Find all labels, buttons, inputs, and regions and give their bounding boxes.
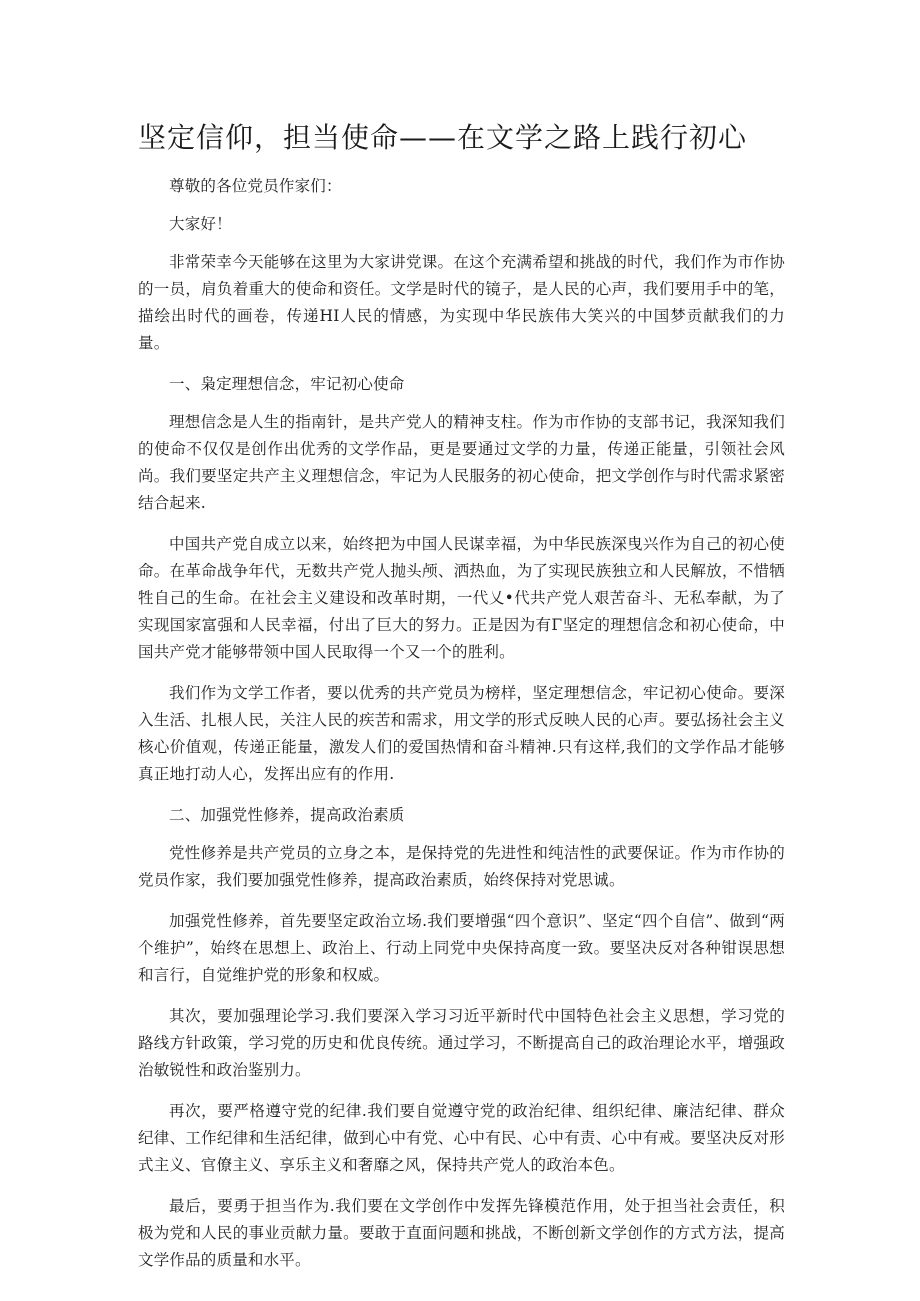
section-heading-2: 二、加强党性修养，提高政治素质: [169, 806, 405, 824]
intro-paragraph: 非常荣幸今天能够在这里为大家讲党课。在这个充满希望和挑战的时代，我们作为市作协的一员，肩负着重大的使命和资任。文学是时代的镜子，是人民的心声，我们要用手中的笔，描绘出时代的画卷，传递HI人民的情感，为实现中华民族伟大笑兴的中国梦贡献我们的力量。: [138, 253, 785, 352]
body-paragraph: 党性修养是共产党员的立身之本，是保持党的先进性和纯洁性的武要保证。作为市作协的党员作家，我们要加强党性修养，提高政治素质，始终保持对党思诚。: [138, 844, 785, 889]
section-heading-1: 一、枭定理想信念，牢记初心使命: [169, 375, 405, 393]
body-paragraph: 再次，要严格遵守党的纪律.我们要自觉遵守党的政治纪律、组织纪律、廉洁纪律、群众纪律、工作纪律和生活纪律，做到心中有党、心中有民、心中有责、心中有戒。要坚决反对形式主义、官僚主义、享乐主义和奢靡之风，保持共产党人的政治本色。: [138, 1102, 785, 1174]
body-paragraph: 理想信念是人生的指南针，是共产党人的精神支柱。作为市作协的支部书记，我深知我们的使命不仅仅是创作出优秀的文学作品，更是要通过文学的力量，传递正能量，引领社会风尚。我们要坚定共产主义理想信念，牢记为人民服务的初心使命，把文学创作与时代需求紧密结合起来.: [138, 413, 785, 512]
body-paragraph: 加强党性修养，首先要坚定政治立场.我们要增强“四个意识”、坚定“四个自信”、做到“两个维护”，始终在思想上、政治上、行动上同党中央保持高度一致。要坚决反对各种钳误思想和言行，自觉维护党的形象和权威。: [138, 912, 785, 984]
greeting: 大家好！: [169, 215, 232, 233]
body-paragraph: 中国共产党自成立以来，始终把为中国人民谋幸福，为中华民族深曳兴作为自己的初心使命。在革命战争年代，无数共产党人抛头颅、洒热血，为了实现民族独立和人民解放，不惜牺牲自己的生命。在社会主义建设和改革时期，一代乂•代共产党人艰苦奋斗、无私奉献，为了实现国家富强和人民幸福，付出了巨大的努力。正是因为有Γ坚定的理想信念和初心使命，中国共产党才能够带领中国人民取得一个又一个的胜利。: [138, 535, 785, 661]
document-body: [138, 173, 785, 1288]
body-paragraph: 我们作为文学工作者，要以优秀的共产党员为榜样，坚定理想信念，牢记初心使命。要深入生活、扎根人民，关注人民的疾苦和需求，用文学的形式反映人民的心声。要弘扬社会主义核心价值观，传递正能量，激发人们的爱国热情和奋斗精神.只有这样,我们的文学作品才能够真正地打动人心，发挥出应有的作用.: [138, 684, 785, 783]
salutation: 尊敬的各位党员作家们：: [169, 177, 342, 195]
document-title: 坚定信仰，担当使命——在文学之路上践行初心: [138, 121, 748, 154]
body-paragraph: 最后，要勇于担当作为.我们要在文学创作中发挥先锋模范作用，处于担当社会责任，积极为党和人民的事业贡献力量。要敢于直面问题和挑战，不断创新文学创作的方式方法，提高文学作品的质量和水平。: [138, 1197, 785, 1269]
body-paragraph: 其次，要加强理论学习.我们要深入学习习近平新时代中国特色社会主义思想，学习党的路线方针政策，学习党的历史和优良传统。通过学习，不断提高自己的政治理论水平，增强政治敏锐性和政治鉴别力。: [138, 1007, 785, 1079]
